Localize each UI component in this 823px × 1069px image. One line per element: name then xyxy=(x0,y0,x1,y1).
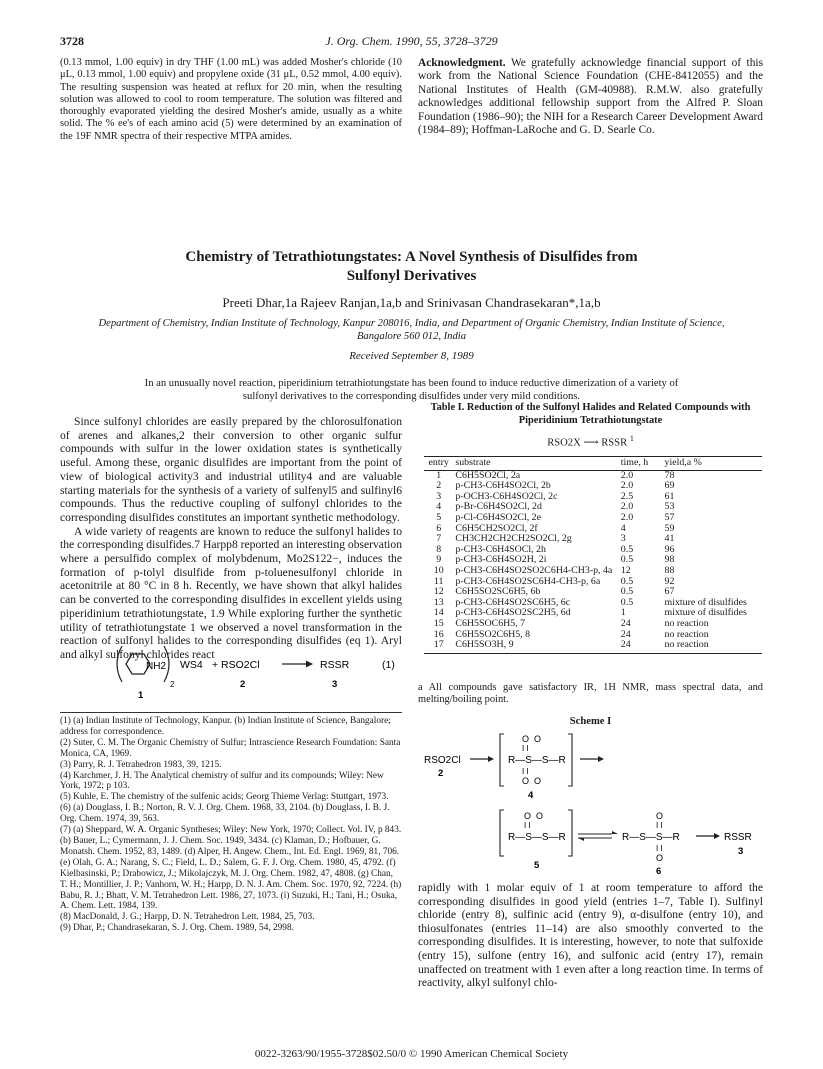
table-header-row xyxy=(424,457,762,471)
scheme-product: RSSR xyxy=(724,832,752,843)
cell-substrate: p-Cl-C6H4SO2Cl, 2e xyxy=(455,511,541,523)
scheme-label-5: 5 xyxy=(534,860,540,871)
cell-entry: 14 xyxy=(433,607,444,619)
footnote: (6) (a) Douglass, I. B.; Norton, R. V. J. Org. Chem. 1968, 33, 2104. (b) Douglass, I. B. J. Org. Chem. 1974, 39, 563. xyxy=(60,803,390,825)
title-line-2: Sulfonyl Derivatives xyxy=(346,268,477,284)
cell-time: 0.5 xyxy=(620,596,634,608)
compound-2-label: 2 xyxy=(240,679,246,690)
cell-yield: mixture of disulfides xyxy=(664,596,747,608)
page-number: 3728 xyxy=(60,34,84,48)
table-row xyxy=(424,640,762,653)
cell-substrate: p-Br-C6H4SO2Cl, 2d xyxy=(455,501,542,513)
double-bond-top: I I xyxy=(522,744,529,753)
cell-entry: 3 xyxy=(436,490,442,502)
equilibrium-head-reverse xyxy=(578,838,584,841)
scheme-1 xyxy=(418,728,763,878)
bracket-right-1 xyxy=(568,734,572,786)
cell-yield: mixture of disulfides xyxy=(664,607,747,619)
previous-article-continuation: (0.13 mmol, 1.00 equiv) in dry THF (1.00 mL) was added Mosher's chloride (10 μL, 0.13 mmol, 1.00 equiv) and propylene oxide (31 μL, 0.52 mmol, 4.00 equiv). The resulting suspension was heated at reflux for 20 min, when the resulting solution was allowed to cool to room temperature. The solution was filtered and thoroughly evaporated yielding the desired Mosher's amide, usually as a white solid. The % ee's of each amino acid (5) were determined by an examination of the 19F NMR spectra of their respective MTPA amides. xyxy=(60,57,402,142)
cell-time: 2.0 xyxy=(620,501,634,513)
oxygen-bottom: O xyxy=(534,776,542,786)
acknowledgment-text: We gratefully acknowledge financial support of this work from the National Science Foundation (CHE-8412055) and the National Institutes of Health (GM-40988). R.M.W. also gratefully acknowledges additional fellowship support from the Alfred P. Sloan Foundation (1986–90); the NIH for a Research Career Development Award (1984–89); Hoffman-LaRoche and G. D. Searle Co. xyxy=(418,57,763,137)
oxygen-top: O xyxy=(656,811,664,821)
table-footnote: a All compounds gave satisfactory IR, 1H NMR, mass spectral data, and melting/boiling point. xyxy=(418,682,763,706)
cell-yield: 53 xyxy=(664,501,675,513)
cell-entry: 9 xyxy=(436,554,442,566)
article-title xyxy=(110,248,713,286)
cell-substrate: CH3CH2CH2CH2SO2Cl, 2g xyxy=(455,533,572,545)
footnote: (1) (a) Indian Institute of Technology, Kanpur. (b) Indian Institute of Science, Bangalore; address for correspondence. xyxy=(60,716,391,737)
cell-substrate: C6H5SO2C6H5, 8 xyxy=(455,628,531,640)
oxygen-top: O xyxy=(522,734,530,744)
cell-yield: 41 xyxy=(664,533,675,545)
cell-entry: 12 xyxy=(433,586,444,598)
cell-time: 0.5 xyxy=(620,554,634,566)
stoich-2: 2 xyxy=(170,680,175,689)
cell-time: 4 xyxy=(620,522,626,534)
nh2-label: NH2 xyxy=(146,661,167,672)
footnotes xyxy=(60,712,402,934)
cell-time: 2.0 xyxy=(620,511,634,523)
table-row xyxy=(424,513,762,524)
compound-3-label: 3 xyxy=(332,679,338,690)
column-header-yield: yield,a % xyxy=(663,457,762,471)
column-header-time: time, h xyxy=(619,457,663,471)
cell-substrate: p-CH3-C6H4SO2SO2C6H4-CH3-p, 4a xyxy=(455,564,613,576)
rso2cl-label: + RSO2Cl xyxy=(212,659,260,671)
cell-entry: 15 xyxy=(433,617,444,629)
cell-time: 2.0 xyxy=(620,469,634,481)
cell-entry: 5 xyxy=(436,511,442,523)
cell-substrate: p-CH3-C6H4SO2SC6H4-CH3-p, 6a xyxy=(455,575,601,587)
cell-yield: 92 xyxy=(664,575,675,587)
double-bond-bottom: I I xyxy=(656,844,663,853)
cell-yield: 98 xyxy=(664,554,675,566)
oxygen-top: O xyxy=(524,811,532,821)
footnote: (3) Parry, R. J. Tetrahedron 1983, 39, 1215. xyxy=(60,759,222,770)
cell-yield: 61 xyxy=(664,490,675,502)
cell-substrate: C6H5SOC6H5, 7 xyxy=(455,617,526,629)
footnote: (8) MacDonald, J. G.; Harpp, D. N. Tetrahedron Lett. 1984, 25, 703. xyxy=(60,912,315,923)
equation-1 xyxy=(60,640,402,702)
cell-yield: 96 xyxy=(664,543,675,555)
left-paren xyxy=(117,646,122,682)
scheme-label-3: 3 xyxy=(738,846,744,857)
page-footer: 0022-3263/90/1955-3728$02.50/0 © 1990 American Chemical Society xyxy=(254,1048,569,1060)
footnote-rule xyxy=(60,712,402,713)
oxygen-top: O xyxy=(534,734,542,744)
thiosulfonate-core: R—S—S—R xyxy=(508,832,566,843)
cell-time: 24 xyxy=(619,640,663,653)
acknowledgment-heading: Acknowledgment. xyxy=(418,57,506,69)
table-reaction-label: 1 xyxy=(629,434,634,443)
results-table xyxy=(424,456,762,654)
cell-entry: 16 xyxy=(433,628,444,640)
cell-time: 1 xyxy=(620,607,626,619)
cell-yield: 57 xyxy=(664,511,675,523)
double-bond-top: I I xyxy=(656,821,663,830)
arrow-head xyxy=(306,661,313,668)
acknowledgment xyxy=(418,57,763,137)
equilibrium-head-forward xyxy=(612,831,618,834)
cell-time: 24 xyxy=(620,628,631,640)
abstract: In an unusually novel reaction, piperidinium tetrathiotungstate has been found to induce reductive dimerization of a variety of sulfonyl derivatives to the corresponding disulfides under very mild conditions. xyxy=(144,378,679,402)
cell-time: 3 xyxy=(620,533,626,545)
cell-substrate: p-CH3-C6H4SO2SC6H5, 6c xyxy=(455,596,571,608)
cell-entry: 4 xyxy=(436,501,442,513)
bracket-left-2 xyxy=(500,810,504,856)
scheme-label-4: 4 xyxy=(528,790,534,801)
footnote: (2) Suter, C. M. The Organic Chemistry of Sulfur; Intrascience Research Foundation: Santa Monica, CA, 1969. xyxy=(60,737,401,759)
cell-time: 0.5 xyxy=(620,575,634,587)
footnote: (5) Kuhle, E. The chemistry of the sulfenic acids; Georg Thieme Verlag: Stuttgart, 1973. xyxy=(60,792,389,803)
body-paragraph-1: Since sulfonyl chlorides are easily prepared by the chlorosulfonation of arenes and alkanes,2 their conversion to other organic sulfur compounds with sulfur in the lower oxidation states is synthetically useful. Among these, organic disulfides are important from the point of view of biological activity3 and industrial utility4 and are valuable starting materials for the synthesis of a variety of sulfenyl5 and sulfinyl6 compounds. Thus the reductive coupling of sulfonyl chlorides to the corresponding disulfides constitutes an important synthetic methodology. xyxy=(60,415,402,524)
cell-time: 0.5 xyxy=(620,543,634,555)
table-row xyxy=(424,566,762,577)
table-reaction-text: RSO2X ⟶ RSSR xyxy=(547,437,628,449)
cell-entry: 1 xyxy=(436,469,442,481)
cell-time: 12 xyxy=(620,564,631,576)
cell-entry: 6 xyxy=(436,522,442,534)
double-bond-bottom: I I xyxy=(522,767,529,776)
body-paragraph-2: A wide variety of reagents are known to reduce the sulfonyl halides to the corresponding disulfides.7 Harpp8 reported an interesting observation where a persulfido complex of molybdenum, Mo2S122−, induces the formation of p-tolyl disulfide from p-toluenesulfonyl chloride in acetonitrile at 80 °C in 8 h. Recently, we have shown that alkyl halides can be converted to the corresponding disulfides in excellent yields using piperidinium tetrathiotungstate, 1.9 While exploring further the synthetic utility of tetrathiotungstate 1 we observed a novel transformation in the reaction of sulfonyl halides to the corresponding disulfides (eq 1). Aryl and alkyl sulfonyl chlorides react xyxy=(60,524,402,661)
cell-substrate: p-CH3-C6H4SO2SC2H5, 6d xyxy=(455,607,571,619)
table-title: Table I. Reduction of the Sulfonyl Halides and Related Compounds with Piperidinium Tetrathiotungstate xyxy=(430,402,751,426)
oxygen-bottom: O xyxy=(656,853,664,863)
cell-substrate: p-CH3-C6H4SO2H, 2i xyxy=(455,554,547,566)
affiliation: Department of Chemistry, Indian Institute of Technology, Kanpur 208016, India, and Department of Organic Chemistry, Indian Institute of Science, Bangalore 560 012, India xyxy=(98,318,725,342)
cell-entry: 2 xyxy=(436,480,442,492)
journal-citation: J. Org. Chem. 1990, 55, 3728–3729 xyxy=(325,34,498,48)
cell-yield: 88 xyxy=(664,564,675,576)
cell-yield: no reaction xyxy=(663,640,762,653)
cell-yield: 78 xyxy=(664,469,675,481)
footnote: (7) (a) Sheppard, W. A. Organic Syntheses; Wiley: New York, 1970; Collect. Vol. IV, p 843. (b) Bauer, L.; Cymermann, J. J. Chem. Soc. 1949, 3434. (c) Klaman, D.; Hofbauer, G. Monatsh. Chem. 1952, 83, 1489. (d) Alper, H. Angew. Chem., Int. Ed. Engl. 1969, 81, 706. (e) Olah, G. A.; Narang, S. C.; Field, L. D.; Salem, G. F. J. Org. Chem. 1980, 45, 4792. (f) Kielbasinski, P.; Drabowicz, J.; Mikolajczyk, M. J. Org. Chem. 1982, 47, 4808. (g) Chan, T. H.; Montillier, J. P.; Vanhorn, W. H.; Harpp, D. N. J. Am. Chem. Soc. 1970, 92, 7224. (h) Babu, R. J.; Bhatt, V. M. Tetrahedron Lett. 1986, 27, 1073. (i) Suzuki, H.; Tani, H.; Osuka, A. Chem. Lett. 1984, 139. xyxy=(60,825,402,912)
rssr-label: RSSR xyxy=(320,659,350,671)
cell-substrate: C6H5CH2SO2Cl, 2f xyxy=(455,522,538,534)
oxygen-bottom: O xyxy=(522,776,530,786)
cell-yield: 69 xyxy=(664,480,675,492)
cell-yield: no reaction xyxy=(664,617,709,629)
cell-entry: 7 xyxy=(436,533,442,545)
cell-substrate: C6H5SO2SC6H5, 6b xyxy=(455,586,541,598)
cell-substrate: p-OCH3-C6H4SO2Cl, 2c xyxy=(455,490,558,502)
body-right-column: rapidly with 1 molar equiv of 1 at room temperature to afford the corresponding disulfides in good yield (entries 1–7, Table I). Sulfinyl chloride (entry 8), sulfinic acid (entry 9), α-disulfone (entry 10), and thiosulfonates (entries 11–14) are also smoothly converted to the corresponding disulfides. It is interesting, however, to note that sulfoxide (entry 15), sulfone (entry 16), and sulfonic acid (entry 17), remain unaffected on treatment with 1 even after a long reaction time. In terms of reactivity, alkyl sulfonyl chlo- xyxy=(418,881,763,990)
cell-substrate: C6H5SO3H, 9 xyxy=(453,640,618,653)
bracket-right-2 xyxy=(568,810,572,856)
cell-time: 24 xyxy=(620,617,631,629)
scheme-reactant: RSO2Cl xyxy=(424,755,461,766)
equation-1-drawing xyxy=(60,640,402,702)
body-left-column xyxy=(60,415,402,662)
cell-yield: 67 xyxy=(664,586,675,598)
scheme-label-2: 2 xyxy=(438,768,444,779)
scheme-1-drawing xyxy=(418,728,763,878)
cell-substrate: p-CH3-C6H4SO2Cl, 2b xyxy=(455,480,551,492)
received-date: Received September 8, 1989 xyxy=(349,350,474,362)
cell-substrate: p-CH3-C6H4SOCl, 2h xyxy=(455,543,546,555)
scheme-label-6: 6 xyxy=(656,866,662,877)
ws4-label: WS4 xyxy=(180,659,203,671)
page-header xyxy=(60,34,763,50)
cell-time: 2.5 xyxy=(620,490,634,502)
scheme-title: Scheme I xyxy=(569,716,612,727)
sulfinyl-core: R—S—S—R xyxy=(622,832,680,843)
cell-entry: 17 xyxy=(424,640,453,653)
column-header-substrate: substrate xyxy=(453,457,618,471)
scheme-arrow-1-head xyxy=(488,756,494,762)
cell-time: 0.5 xyxy=(620,586,634,598)
cell-entry: 8 xyxy=(436,543,442,555)
scheme-arrow-3-head xyxy=(714,833,720,839)
authors: Preeti Dhar,1a Rajeev Ranjan,1a,b and Srinivasan Chandrasekaran*,1a,b xyxy=(222,295,601,310)
compound-1-label: 1 xyxy=(138,690,144,701)
table-row xyxy=(424,619,762,630)
cell-time: 2.0 xyxy=(620,480,634,492)
footnote: (9) Dhar, P.; Chandrasekaran, S. J. Org. Chem. 1989, 54, 2998. xyxy=(60,923,294,934)
footnote: (4) Karchmer, J. H. The Analytical chemistry of sulfur and its compounds; Wiley: New York, 1972; p 103. xyxy=(60,770,384,792)
cell-entry: 10 xyxy=(433,564,444,576)
cell-entry: 13 xyxy=(433,596,444,608)
equation-number: (1) xyxy=(382,659,395,671)
oxygen-top: O xyxy=(536,811,544,821)
title-line-1: Chemistry of Tetrathiotungstates: A Novel Synthesis of Disulfides from xyxy=(185,249,638,265)
bracket-left-1 xyxy=(500,734,504,786)
table-reaction xyxy=(418,434,763,449)
disulfone-core: R—S—S—R xyxy=(508,755,566,766)
cell-substrate: C6H5SO2Cl, 2a xyxy=(455,469,521,481)
cell-yield: no reaction xyxy=(664,628,709,640)
scheme-arrow-2-head xyxy=(598,756,604,762)
cell-entry: 11 xyxy=(433,575,444,587)
column-header-entry: entry xyxy=(424,457,453,471)
double-bond-top: I I xyxy=(524,821,531,830)
cell-yield: 59 xyxy=(664,522,675,534)
